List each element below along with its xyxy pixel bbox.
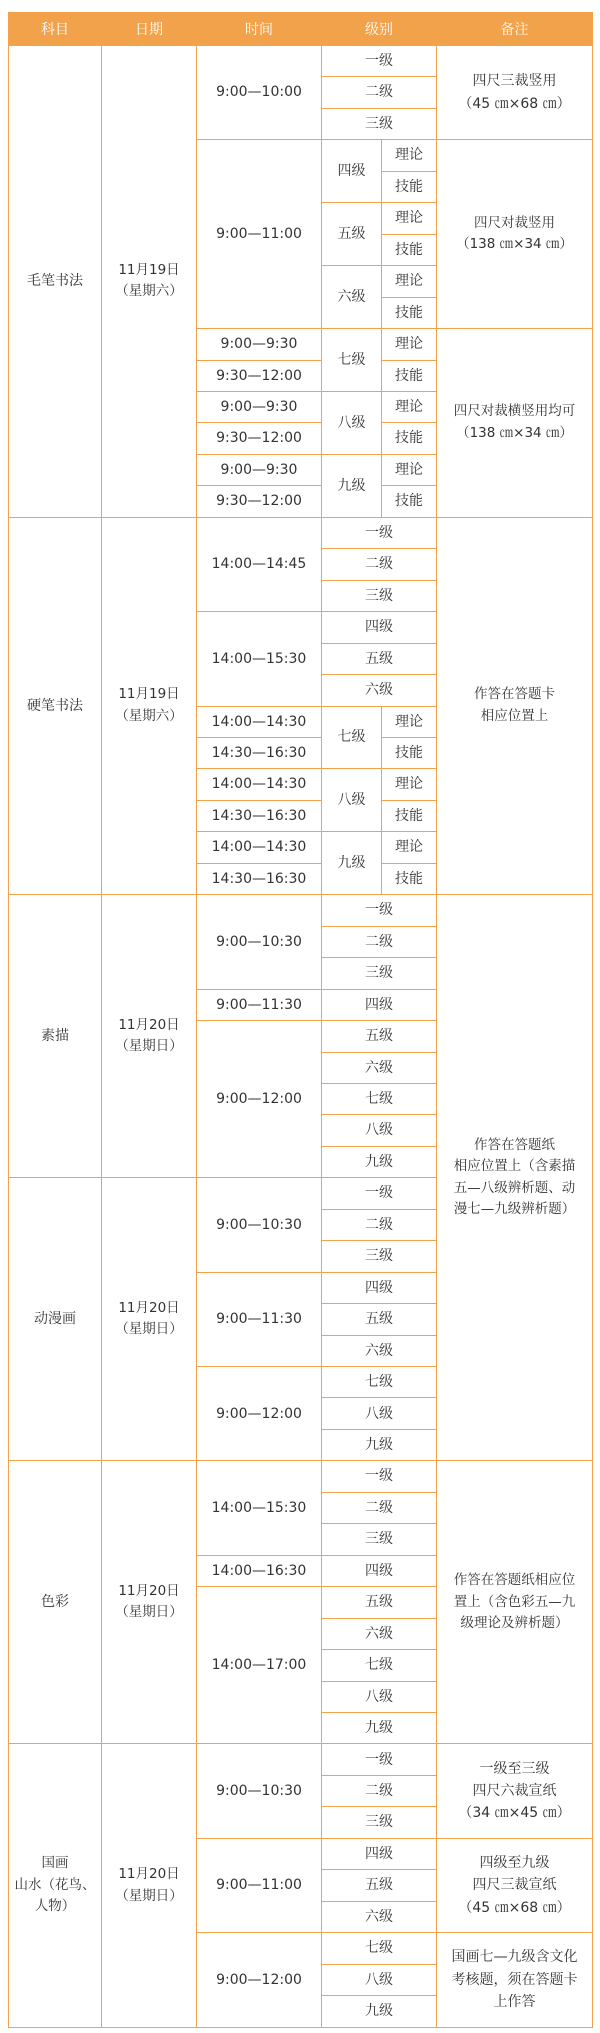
table-cell bbox=[382, 454, 437, 485]
table-cell bbox=[197, 423, 322, 454]
table-cell bbox=[322, 1461, 437, 1492]
cell-text: 14:30—16:30 bbox=[211, 870, 307, 887]
table-cell bbox=[197, 140, 322, 329]
table-cell bbox=[322, 391, 382, 454]
table-cell bbox=[382, 360, 437, 391]
cell-text: 9:00—12:00 bbox=[216, 1090, 302, 1107]
table-cell bbox=[197, 360, 322, 391]
header-notes: 备注 bbox=[437, 13, 593, 46]
table-cell bbox=[322, 1367, 437, 1398]
table-row bbox=[9, 46, 593, 77]
cell-text: 三级 bbox=[365, 587, 393, 604]
cell-text: 14:00—14:30 bbox=[211, 839, 307, 856]
table-cell bbox=[382, 140, 437, 171]
cell-text: 14:30—16:30 bbox=[211, 807, 307, 824]
table-cell bbox=[322, 612, 437, 643]
table-cell bbox=[322, 108, 437, 139]
table-cell bbox=[102, 1461, 197, 1744]
table-cell bbox=[382, 832, 437, 863]
table-cell bbox=[197, 486, 322, 517]
cell-text: 四尺对裁竖用 （138 ㎝×34 ㎝） bbox=[456, 214, 573, 253]
table-cell bbox=[437, 1933, 593, 2027]
table-cell bbox=[382, 297, 437, 328]
table-cell bbox=[322, 989, 437, 1020]
cell-text: 一级至三级 四尺六裁宣纸 （34 ㎝×45 ㎝） bbox=[458, 1760, 571, 1822]
cell-text: 八级 bbox=[337, 792, 366, 809]
table-cell bbox=[322, 895, 437, 926]
cell-text: 理论 bbox=[395, 713, 423, 730]
header-time: 时间 bbox=[197, 13, 322, 46]
table-cell bbox=[102, 46, 197, 518]
cell-text: 七级 bbox=[365, 1657, 393, 1674]
cell-text: 五级 bbox=[365, 1028, 393, 1045]
table-cell bbox=[382, 171, 437, 202]
table-cell bbox=[197, 391, 322, 422]
cell-text: 技能 bbox=[395, 870, 423, 887]
cell-text: 作答在答题纸相应位 置上（含色彩五—九 级理论及辨析题） bbox=[453, 1572, 576, 1632]
cell-text: 理论 bbox=[395, 147, 423, 164]
table-row bbox=[9, 517, 593, 548]
cell-text: 作答在答题纸 相应位置上（含素描 五—八级辨析题、动 漫七—九级辨析题） bbox=[453, 1136, 576, 1218]
cell-text: 9:00—9:30 bbox=[220, 461, 298, 478]
cell-text: 技能 bbox=[395, 493, 423, 510]
cell-text: 9:00—12:00 bbox=[216, 1405, 302, 1422]
cell-text: 9:00—10:30 bbox=[216, 1216, 302, 1233]
cell-text: 技能 bbox=[395, 807, 423, 824]
table-cell bbox=[322, 1021, 437, 1052]
cell-text: 理论 bbox=[395, 776, 423, 793]
table-cell bbox=[322, 46, 437, 77]
cell-text: 三级 bbox=[365, 965, 393, 982]
table-cell bbox=[197, 1587, 322, 1744]
table-cell bbox=[197, 46, 322, 140]
table-cell bbox=[322, 1115, 437, 1146]
table-cell bbox=[197, 895, 322, 989]
cell-text: 七级 bbox=[365, 1940, 393, 1957]
table-cell bbox=[102, 1744, 197, 2027]
table-cell bbox=[9, 517, 102, 894]
table-cell bbox=[382, 391, 437, 422]
table-cell bbox=[102, 1178, 197, 1461]
table-cell bbox=[9, 895, 102, 1178]
cell-text: 六级 bbox=[365, 1625, 393, 1642]
table-cell bbox=[322, 1650, 437, 1681]
table-cell bbox=[197, 1021, 322, 1178]
cell-text: 14:00—17:00 bbox=[211, 1657, 307, 1674]
table-cell bbox=[9, 1178, 102, 1461]
cell-text: 九级 bbox=[337, 855, 366, 872]
cell-text: 14:00—15:30 bbox=[211, 1499, 307, 1516]
table-cell bbox=[197, 517, 322, 611]
table-cell bbox=[322, 1587, 437, 1618]
table-cell bbox=[322, 1681, 437, 1712]
table-body bbox=[9, 46, 593, 2028]
cell-text: 八级 bbox=[365, 1405, 393, 1422]
table-cell bbox=[197, 1838, 322, 1932]
cell-text: 六级 bbox=[365, 1342, 393, 1359]
table-cell bbox=[197, 1272, 322, 1366]
cell-text: 11月19日 （星期六） bbox=[115, 261, 183, 300]
table-cell bbox=[322, 1964, 437, 1995]
table-cell bbox=[322, 1713, 437, 1744]
cell-text: 11月19日 （星期六） bbox=[115, 686, 183, 725]
cell-text: 14:00—15:30 bbox=[211, 650, 307, 667]
cell-text: 国画 山水（花鸟、 人物） bbox=[14, 1855, 96, 1915]
table-cell bbox=[322, 926, 437, 957]
cell-text: 七级 bbox=[337, 351, 366, 368]
cell-text: 二级 bbox=[365, 933, 393, 950]
table-cell bbox=[197, 1555, 322, 1586]
table-cell bbox=[197, 769, 322, 800]
table-cell bbox=[322, 140, 382, 203]
table-cell bbox=[322, 580, 437, 611]
table-cell bbox=[437, 1744, 593, 1838]
table-cell bbox=[197, 329, 322, 360]
cell-text: 9:00—11:00 bbox=[216, 1877, 302, 1894]
cell-text: 9:00—10:30 bbox=[216, 933, 302, 950]
cell-text: 9:00—9:30 bbox=[220, 336, 298, 353]
cell-text: 9:30—12:00 bbox=[216, 367, 302, 384]
cell-text: 9:30—12:00 bbox=[216, 430, 302, 447]
table-cell bbox=[322, 1272, 437, 1303]
cell-text: 理论 bbox=[395, 210, 423, 227]
table-cell bbox=[322, 1807, 437, 1838]
table-cell bbox=[382, 423, 437, 454]
cell-text: 一级 bbox=[365, 1751, 393, 1768]
table-cell bbox=[197, 863, 322, 894]
cell-text: 一级 bbox=[365, 1468, 393, 1485]
header-subject: 科目 bbox=[9, 13, 102, 46]
table-cell bbox=[382, 800, 437, 831]
cell-text: 9:00—11:30 bbox=[216, 996, 302, 1013]
cell-text: 四级 bbox=[365, 1562, 393, 1579]
table-cell bbox=[322, 1398, 437, 1429]
table-row bbox=[9, 1461, 593, 1492]
table-cell bbox=[322, 1838, 437, 1869]
cell-text: 技能 bbox=[395, 430, 423, 447]
table-header-row bbox=[9, 13, 593, 46]
table-cell bbox=[382, 203, 437, 234]
cell-text: 动漫画 bbox=[34, 1311, 76, 1328]
cell-text: 六级 bbox=[365, 1059, 393, 1076]
table-cell bbox=[437, 1838, 593, 1932]
table-cell bbox=[322, 517, 437, 548]
table-cell bbox=[322, 549, 437, 580]
cell-text: 七级 bbox=[337, 729, 366, 746]
cell-text: 国画七—九级含文化 考核题，须在答题卡 上作答 bbox=[451, 1949, 578, 2011]
cell-text: 11月20日 （星期日） bbox=[115, 1299, 183, 1338]
table-cell bbox=[322, 1933, 437, 1964]
cell-text: 技能 bbox=[395, 241, 423, 258]
table-cell bbox=[197, 1933, 322, 2027]
cell-text: 八级 bbox=[337, 414, 366, 431]
table-cell bbox=[322, 706, 382, 769]
table-cell bbox=[102, 517, 197, 894]
cell-text: 二级 bbox=[365, 1499, 393, 1516]
table-cell bbox=[322, 1083, 437, 1114]
cell-text: 硬笔书法 bbox=[27, 697, 83, 714]
table-row bbox=[9, 895, 593, 926]
table-cell bbox=[322, 1304, 437, 1335]
cell-text: 四级 bbox=[365, 1279, 393, 1296]
table-cell bbox=[197, 989, 322, 1020]
table-cell bbox=[437, 329, 593, 518]
cell-text: 九级 bbox=[365, 2003, 393, 2020]
cell-text: 9:00—9:30 bbox=[220, 399, 298, 416]
table-cell bbox=[197, 1461, 322, 1555]
table-cell bbox=[382, 863, 437, 894]
table-cell bbox=[322, 643, 437, 674]
header-level: 级别 bbox=[322, 13, 437, 46]
table-cell bbox=[322, 1241, 437, 1272]
table-row bbox=[9, 1744, 593, 1775]
cell-text: 素描 bbox=[41, 1028, 69, 1045]
cell-text: 9:00—10:00 bbox=[216, 84, 302, 101]
cell-text: 三级 bbox=[365, 1531, 393, 1548]
cell-text: 七级 bbox=[365, 1374, 393, 1391]
cell-text: 14:00—16:30 bbox=[211, 1562, 307, 1579]
table-cell bbox=[322, 1335, 437, 1366]
table-cell bbox=[322, 769, 382, 832]
table-cell bbox=[322, 675, 437, 706]
table-cell bbox=[382, 737, 437, 768]
table-cell bbox=[322, 329, 382, 392]
table-cell bbox=[9, 46, 102, 518]
cell-text: 二级 bbox=[365, 1216, 393, 1233]
cell-text: 四尺三裁竖用 （45 ㎝×68 ㎝） bbox=[458, 73, 571, 112]
table-cell bbox=[197, 1367, 322, 1461]
cell-text: 六级 bbox=[365, 682, 393, 699]
cell-text: 一级 bbox=[365, 1185, 393, 1202]
table-cell bbox=[382, 486, 437, 517]
cell-text: 理论 bbox=[395, 273, 423, 290]
table-cell bbox=[197, 737, 322, 768]
cell-text: 五级 bbox=[365, 1594, 393, 1611]
table-cell bbox=[197, 1744, 322, 1838]
table-cell bbox=[322, 1618, 437, 1649]
cell-text: 三级 bbox=[365, 1248, 393, 1265]
cell-text: 9:00—12:00 bbox=[216, 1971, 302, 1988]
table-cell bbox=[437, 1461, 593, 1744]
cell-text: 技能 bbox=[395, 367, 423, 384]
table-cell bbox=[102, 895, 197, 1178]
cell-text: 14:00—14:30 bbox=[211, 776, 307, 793]
table-cell bbox=[197, 800, 322, 831]
cell-text: 八级 bbox=[365, 1122, 393, 1139]
table-cell bbox=[322, 77, 437, 108]
cell-text: 九级 bbox=[337, 477, 366, 494]
cell-text: 四尺对裁横竖用均可 （138 ㎝×34 ㎝） bbox=[453, 403, 576, 441]
table-cell bbox=[9, 1744, 102, 2027]
cell-text: 六级 bbox=[365, 1908, 393, 1925]
table-cell bbox=[197, 454, 322, 485]
table-cell bbox=[322, 1178, 437, 1209]
cell-text: 一级 bbox=[365, 524, 393, 541]
cell-text: 六级 bbox=[337, 288, 366, 305]
cell-text: 作答在答题卡 相应位置上 bbox=[474, 686, 555, 725]
cell-text: 理论 bbox=[395, 461, 423, 478]
cell-text: 四级 bbox=[337, 163, 366, 180]
table-cell bbox=[382, 329, 437, 360]
cell-text: 四级至九级 四尺三裁宣纸 （45 ㎝×68 ㎝） bbox=[458, 1854, 571, 1916]
cell-text: 技能 bbox=[395, 304, 423, 321]
cell-text: 五级 bbox=[337, 226, 366, 243]
table-cell bbox=[382, 769, 437, 800]
table-cell bbox=[322, 1996, 437, 2027]
table-cell bbox=[437, 517, 593, 894]
exam-schedule-table bbox=[8, 12, 593, 2028]
header-date: 日期 bbox=[102, 13, 197, 46]
cell-text: 理论 bbox=[395, 839, 423, 856]
cell-text: 九级 bbox=[365, 1153, 393, 1170]
table-cell bbox=[382, 234, 437, 265]
table-cell bbox=[9, 1461, 102, 1744]
cell-text: 五级 bbox=[365, 1877, 393, 1894]
table-cell bbox=[382, 706, 437, 737]
cell-text: 九级 bbox=[365, 1436, 393, 1453]
cell-text: 九级 bbox=[365, 1720, 393, 1737]
cell-text: 一级 bbox=[365, 902, 393, 919]
table-cell bbox=[322, 203, 382, 266]
cell-text: 二级 bbox=[365, 556, 393, 573]
table-cell bbox=[322, 1870, 437, 1901]
cell-text: 三级 bbox=[365, 115, 393, 132]
cell-text: 毛笔书法 bbox=[27, 273, 83, 290]
table-cell bbox=[322, 1744, 437, 1775]
table-cell bbox=[322, 1775, 437, 1806]
cell-text: 五级 bbox=[365, 1311, 393, 1328]
cell-text: 14:00—14:45 bbox=[211, 556, 307, 573]
cell-text: 11月20日 （星期日） bbox=[115, 1865, 183, 1904]
table-cell bbox=[322, 1524, 437, 1555]
table-cell bbox=[322, 1429, 437, 1460]
cell-text: 11月20日 （星期日） bbox=[115, 1016, 183, 1055]
cell-text: 9:00—11:00 bbox=[216, 226, 302, 243]
table-cell bbox=[322, 1492, 437, 1523]
cell-text: 七级 bbox=[365, 1090, 393, 1107]
table-cell bbox=[322, 1052, 437, 1083]
table-cell bbox=[197, 706, 322, 737]
cell-text: 9:30—12:00 bbox=[216, 493, 302, 510]
cell-text: 二级 bbox=[365, 1782, 393, 1799]
table-cell bbox=[322, 266, 382, 329]
cell-text: 四级 bbox=[365, 619, 393, 636]
table-cell bbox=[197, 1178, 322, 1272]
table-cell bbox=[322, 1209, 437, 1240]
cell-text: 四级 bbox=[365, 996, 393, 1013]
cell-text: 八级 bbox=[365, 1688, 393, 1705]
cell-text: 14:30—16:30 bbox=[211, 745, 307, 761]
table-cell bbox=[322, 1555, 437, 1586]
cell-text: 技能 bbox=[395, 745, 423, 761]
table-cell bbox=[437, 140, 593, 329]
cell-text: 八级 bbox=[365, 1971, 393, 1988]
cell-text: 五级 bbox=[365, 650, 393, 667]
table-cell bbox=[197, 612, 322, 706]
cell-text: 9:00—11:30 bbox=[216, 1311, 302, 1328]
table-cell bbox=[322, 832, 382, 895]
cell-text: 14:00—14:30 bbox=[211, 713, 307, 730]
table-cell bbox=[322, 958, 437, 989]
table-cell bbox=[322, 454, 382, 517]
cell-text: 二级 bbox=[365, 84, 393, 101]
cell-text: 三级 bbox=[365, 1814, 393, 1831]
cell-text: 理论 bbox=[395, 399, 423, 416]
table-cell bbox=[437, 895, 593, 1461]
table-cell bbox=[322, 1146, 437, 1177]
cell-text: 9:00—10:30 bbox=[216, 1782, 302, 1799]
cell-text: 一级 bbox=[365, 53, 393, 70]
table-cell bbox=[382, 266, 437, 297]
table-cell bbox=[322, 1901, 437, 1932]
cell-text: 技能 bbox=[395, 178, 423, 195]
cell-text: 11月20日 （星期日） bbox=[115, 1582, 183, 1621]
table-cell bbox=[437, 46, 593, 140]
cell-text: 四级 bbox=[365, 1845, 393, 1862]
cell-text: 色彩 bbox=[41, 1594, 69, 1611]
table-cell bbox=[197, 832, 322, 863]
cell-text: 理论 bbox=[395, 336, 423, 353]
